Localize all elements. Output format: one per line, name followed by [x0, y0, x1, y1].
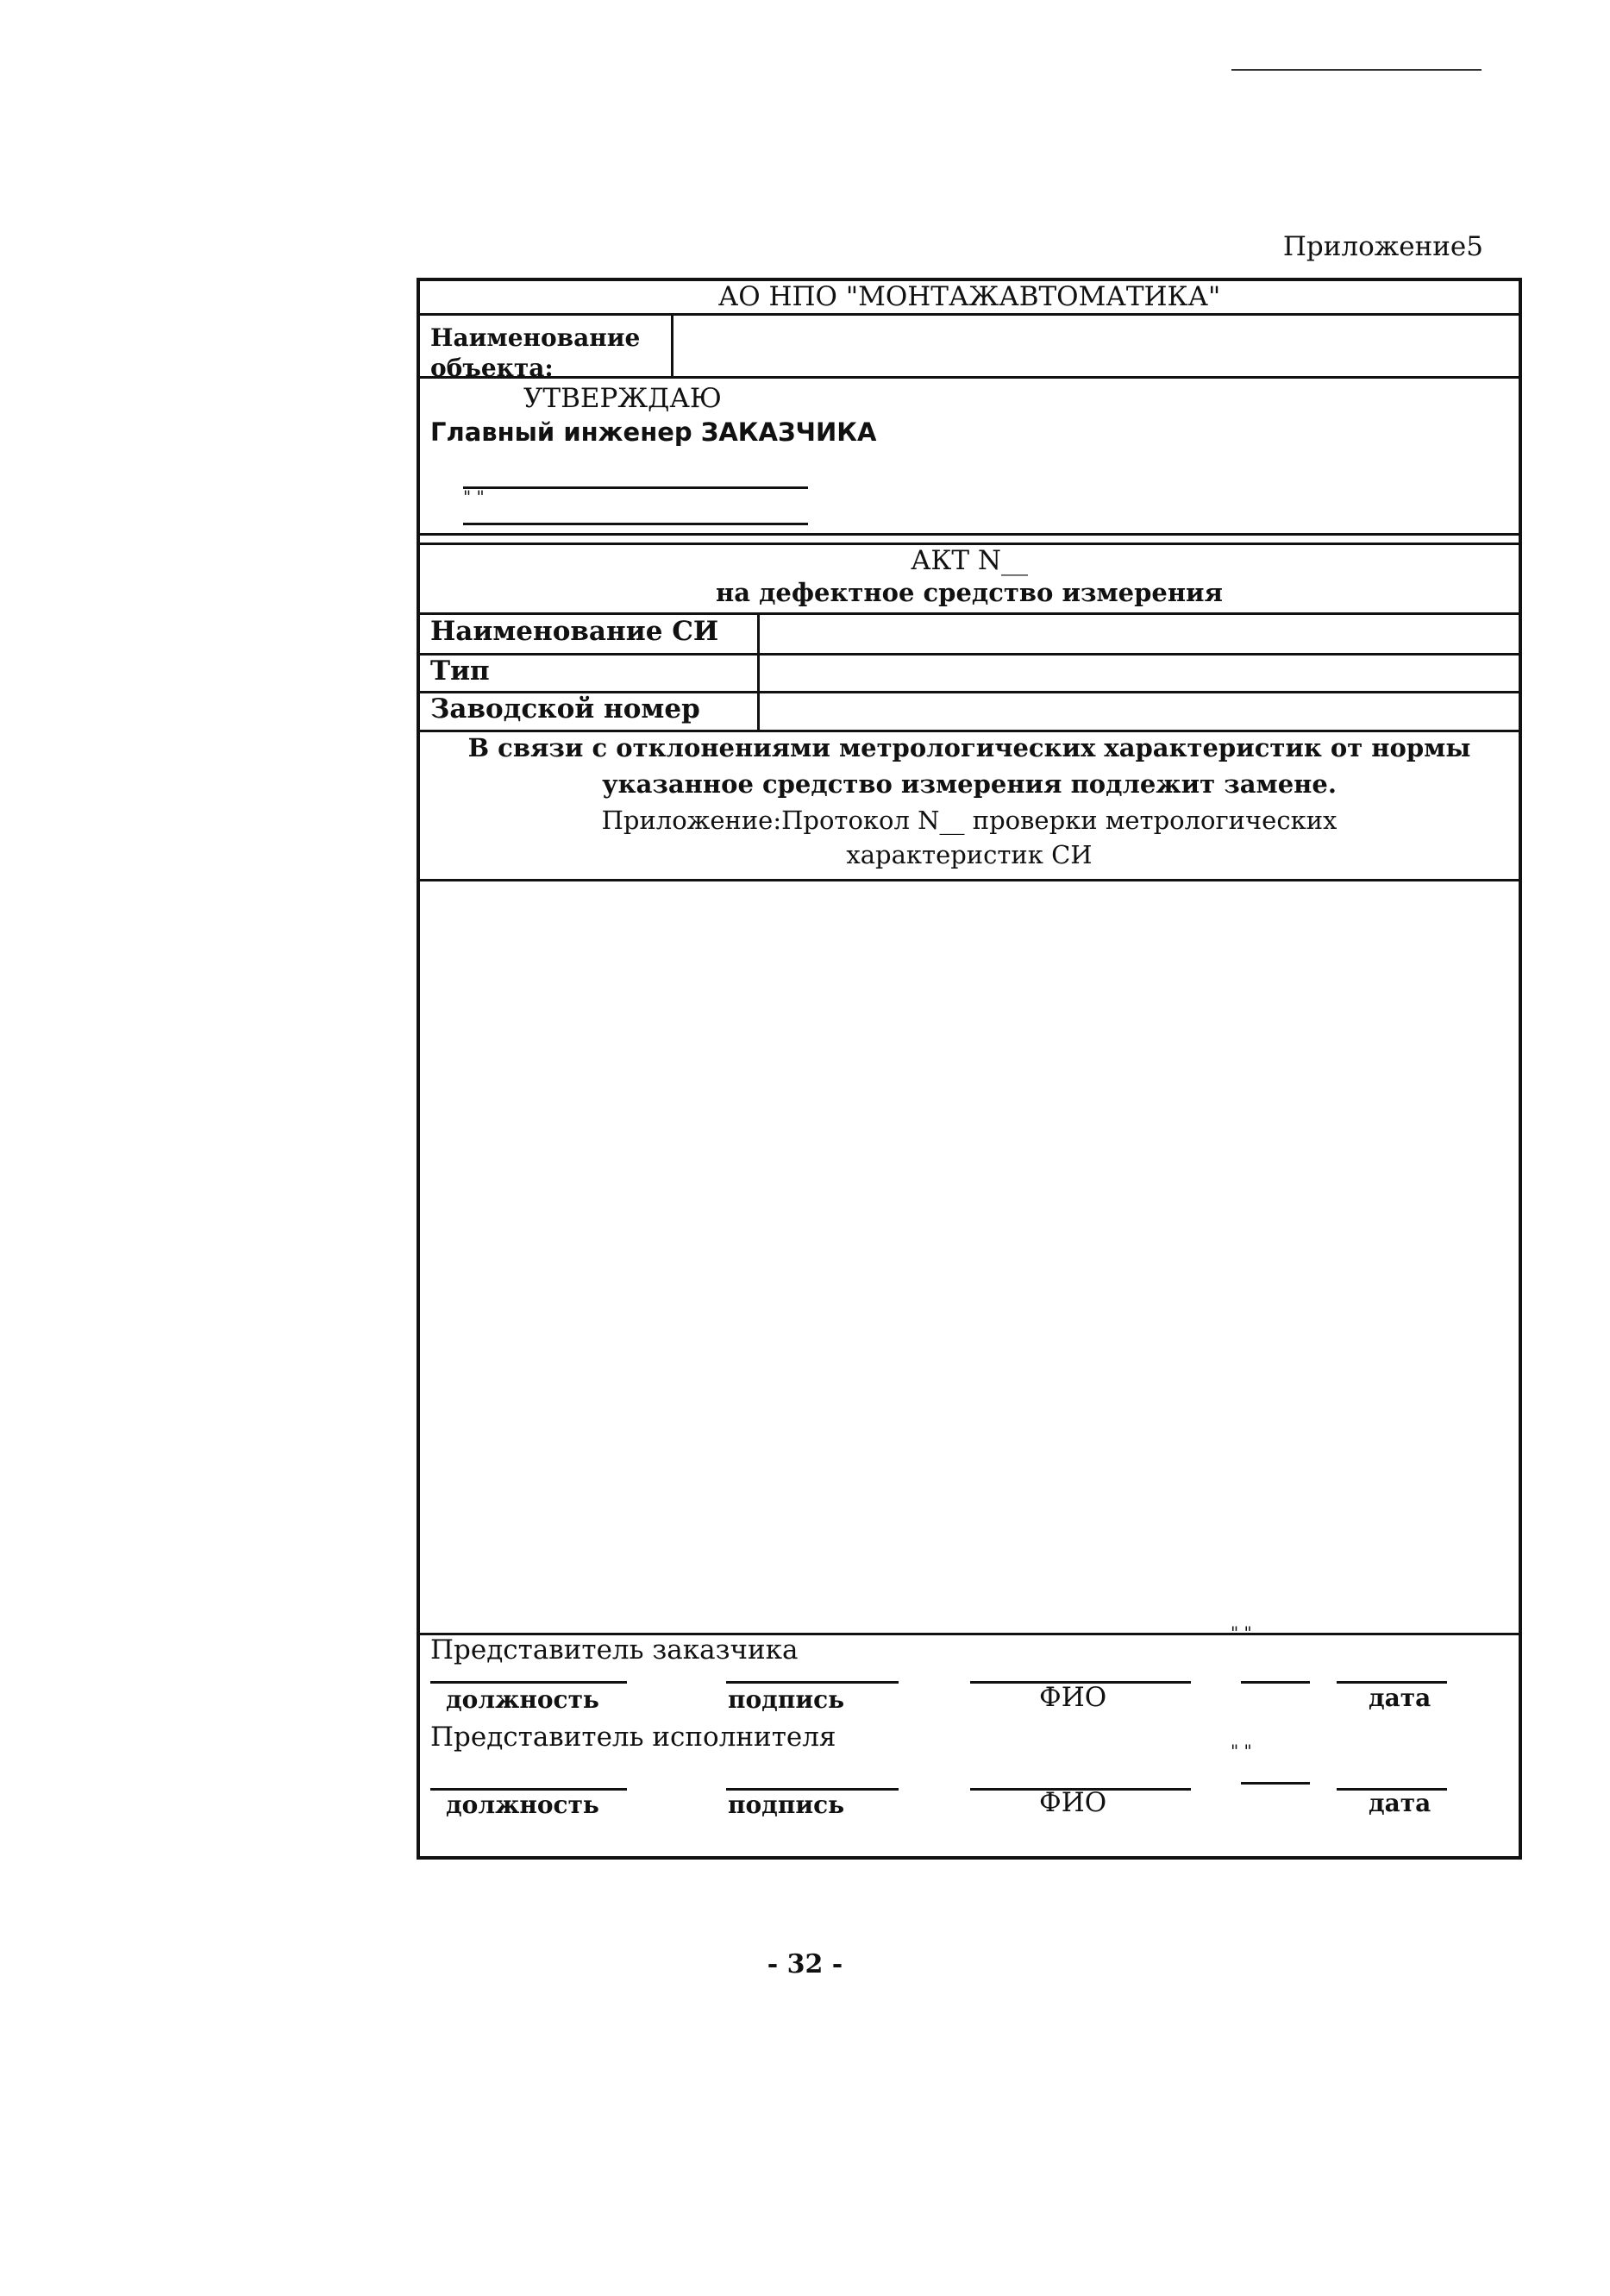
page-number: - 32 - — [767, 1949, 843, 1979]
contractor-date-caption: дата — [1369, 1789, 1431, 1817]
divider — [671, 313, 673, 376]
customer-name-caption: ФИО — [1039, 1682, 1107, 1713]
customer-position-line[interactable] — [430, 1681, 627, 1684]
divider — [757, 612, 760, 730]
approve-signature-line[interactable] — [463, 486, 808, 489]
approve-title: УТВЕРЖДАЮ — [523, 383, 722, 414]
statement-line-1: В связи с отклонениями метрологических характеристик от нормы — [467, 733, 1471, 762]
divider — [420, 879, 1519, 881]
object-name-label: Наименование объекта: — [430, 323, 641, 382]
defect-act-form — [417, 278, 1522, 1860]
customer-rep-label: Представитель заказчика — [430, 1634, 799, 1666]
contractor-date-quotes: " " — [1231, 1741, 1252, 1761]
contractor-name-caption: ФИО — [1039, 1787, 1107, 1818]
serial-number-field[interactable] — [765, 693, 1507, 725]
organization-title: АО НПО "МОНТАЖАВТОМАТИКА" — [717, 281, 1221, 312]
statement-line-4: характеристик СИ — [846, 840, 1093, 869]
approve-position: Главный инженер ЗАКАЗЧИКА — [430, 417, 877, 447]
si-type-field[interactable] — [765, 656, 1507, 687]
customer-date-quotes: " " — [1231, 1622, 1252, 1643]
divider — [420, 376, 1519, 379]
customer-signature-line[interactable] — [726, 1681, 899, 1684]
approve-date-line[interactable] — [463, 523, 808, 525]
statement-line-2: указанное средство измерения подлежит замене. — [602, 769, 1337, 799]
approve-date-quotes: " " — [463, 486, 485, 507]
divider — [420, 612, 1519, 615]
object-name-field[interactable] — [679, 324, 1507, 367]
divider — [420, 313, 1519, 316]
top-decorative-rule — [1231, 69, 1482, 71]
statement-line-3: Приложение:Протокол N__ проверки метрологических — [601, 806, 1337, 835]
customer-position-caption: должность — [446, 1685, 599, 1714]
divider — [420, 533, 1519, 536]
act-subtitle: на дефектное средство измерения — [715, 578, 1223, 607]
customer-date-caption: дата — [1369, 1684, 1431, 1712]
si-name-field[interactable] — [765, 616, 1507, 647]
serial-number-label: Заводской номер — [430, 693, 700, 725]
notes-area[interactable] — [423, 883, 1515, 1630]
contractor-position-caption: должность — [446, 1791, 599, 1819]
contractor-date-day-line[interactable] — [1241, 1782, 1310, 1785]
contractor-rep-label: Представитель исполнителя — [430, 1722, 836, 1753]
act-title: АКТ N__ — [910, 545, 1029, 576]
contractor-signature-caption: подпись — [728, 1791, 845, 1819]
si-name-label: Наименование СИ — [430, 616, 719, 647]
si-type-label: Тип — [430, 656, 490, 687]
appendix-label: Приложение5 — [1282, 231, 1483, 262]
customer-signature-caption: подпись — [728, 1685, 845, 1714]
divider — [420, 730, 1519, 732]
customer-date-day-line[interactable] — [1241, 1681, 1310, 1684]
